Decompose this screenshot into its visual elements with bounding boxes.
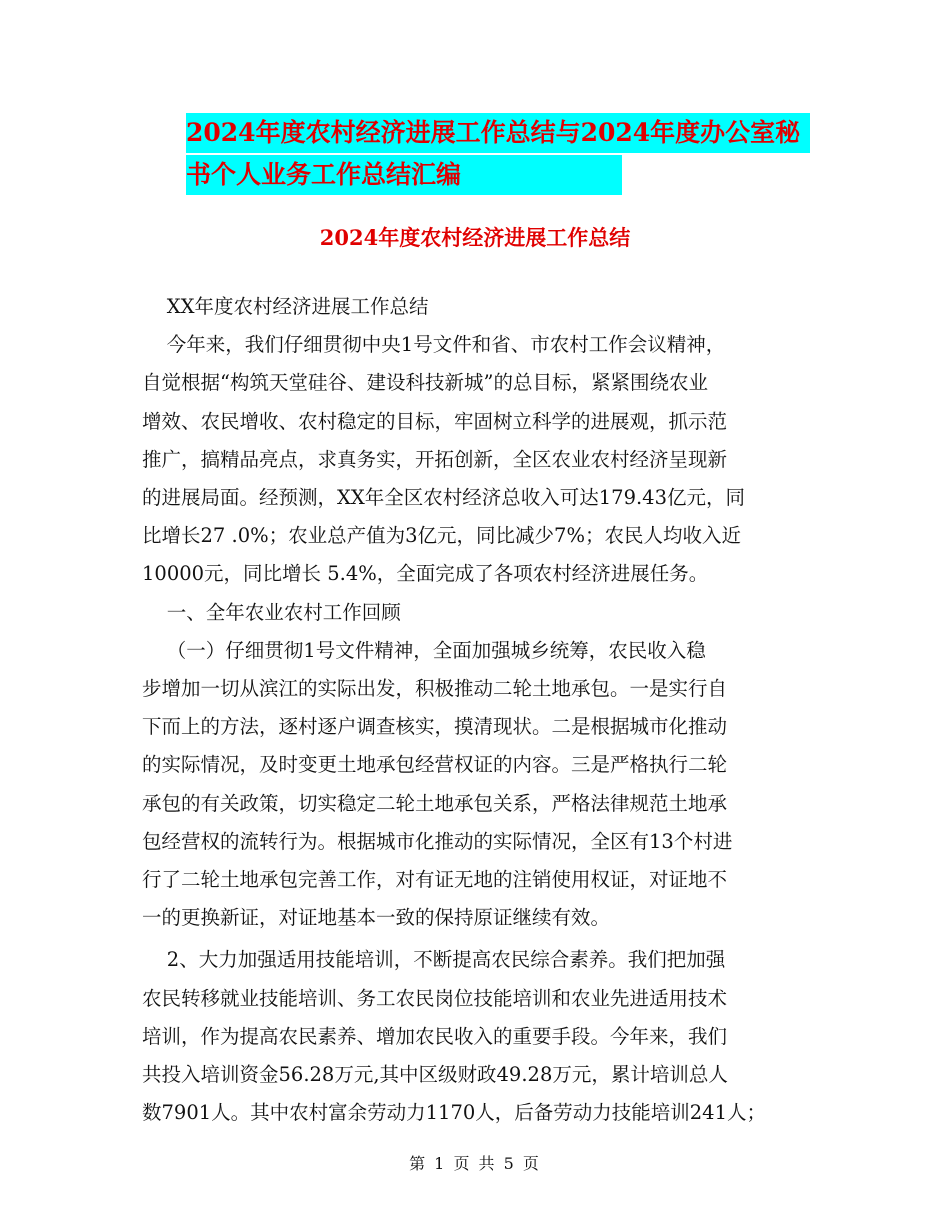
body-line: 包经营权的流转行为。根据城市化推动的实际情况，全区有13个村进 xyxy=(142,829,733,853)
body-line: 比增长27 .0%；农业总产值为3亿元，同比减少7%；农民人均收入近 xyxy=(142,524,741,548)
body-line: XX年度农村经济进展工作总结 xyxy=(142,295,429,318)
body-line: 今年来，我们仔细贯彻中央1号文件和省、市农村工作会议精神， xyxy=(142,333,726,357)
body-line: 农民转移就业技能培训、务工农民岗位技能培训和农业先进适用技术 xyxy=(142,986,728,1010)
body-line: 增效、农民增收、农村稳定的目标，牢固树立科学的进展观，抓示范 xyxy=(142,409,728,433)
body-line: 步增加一切从滨江的实际出发，积极推动二轮土地承包。一是实行自 xyxy=(142,677,728,701)
body-line: 下而上的方法，逐村逐户调查核实，摸清现状。二是根据城市化推动 xyxy=(142,715,728,739)
document-body xyxy=(142,288,810,1132)
page-number-footer: 第 1 页 共 5 页 xyxy=(409,1154,541,1173)
body-line: 共投入培训资金56.28万元,其中区级财政49.28万元，累计培训总人 xyxy=(142,1063,728,1087)
body-line: 的进展局面。经预测，XX年全区农村经济总收入可达179.43亿元，同 xyxy=(142,486,745,510)
body-line: （一）仔细贯彻1号文件精神，全面加强城乡统筹，农民收入稳 xyxy=(142,638,706,662)
body-line: 自觉根据“构筑天堂硅谷、建设科技新城”的总目标，紧紧围绕农业 xyxy=(142,371,708,395)
body-line: 行了二轮土地承包完善工作，对有证无地的注销使用权证，对证地不 xyxy=(142,868,728,892)
body-line: 一、全年农业农村工作回顾 xyxy=(142,600,401,624)
body-line: 推广，搞精品亮点，求真务实，开拓创新，全区农业农村经济呈现新 xyxy=(142,447,728,471)
body-line: 的实际情况，及时变更土地承包经营权证的内容。三是严格执行二轮 xyxy=(142,753,728,777)
document-title-line-1: 2024年度农村经济进展工作总结与2024年度办公室秘 xyxy=(186,113,810,153)
document-title-line-2: 书个人业务工作总结汇编 xyxy=(186,155,622,195)
section-title: 2024年度农村经济进展工作总结 xyxy=(319,225,631,250)
body-line: 数7901人。其中农村富余劳动力1170人，后备劳动力技能培训241人； xyxy=(142,1101,766,1125)
body-line: 培训，作为提高农民素养、增加农民收入的重要手段。今年来，我们 xyxy=(142,1024,728,1048)
body-line: 承包的有关政策，切实稳定二轮土地承包关系，严格法律规范土地承 xyxy=(142,791,728,815)
body-line: 一的更换新证，对证地基本一致的保持原证继续有效。 xyxy=(142,906,611,930)
body-line: 2、大力加强适用技能培训，不断提高农民综合素养。我们把加强 xyxy=(142,948,726,972)
body-line: 10000元，同比增长 5.4%，全面完成了各项农村经济进展任务。 xyxy=(142,562,709,586)
